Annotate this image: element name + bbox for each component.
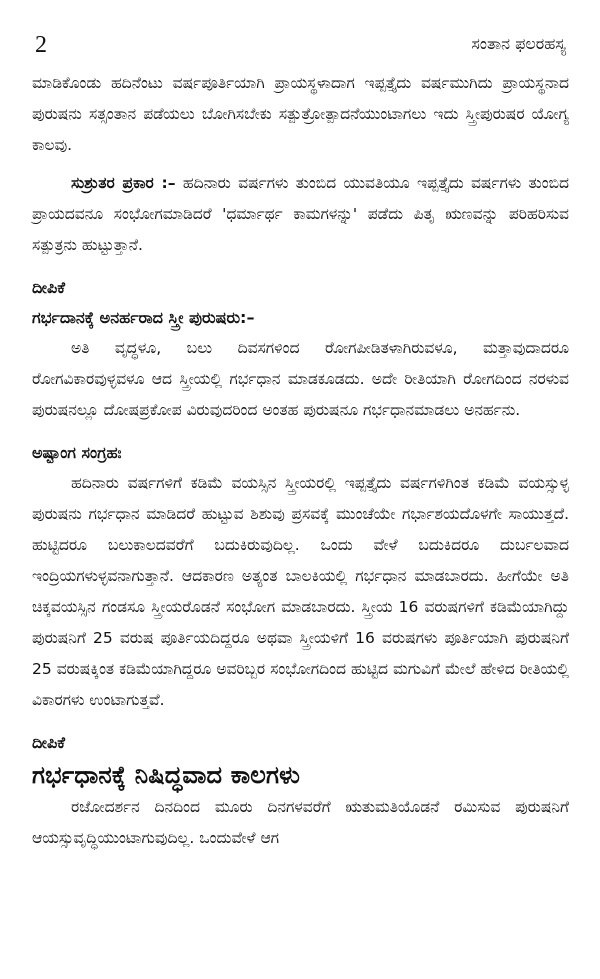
- ashtanga-sangraha-label: ಅಷ್ಟಾಂಗ ಸಂಗ್ರಹಃ: [32, 443, 122, 462]
- paragraph-ashtanga: ಹದಿನಾರು ವರ್ಷಗಳಿಗೆ ಕಡಿಮೆ ವಯಸ್ಸಿನ ಸ್ತ್ರೀಯರಲ್ಲಿ ಇಪ್ಪತ್ತೈದು ವರ್ಷಗಳಿಗಿಂತ ಕಡಿಮೆ ವಯಸ್ಸುಳ್ಳ ಪುರುಷನು ಗರ್ಭಧಾನ ಮಾಡಿದರೆ ಹುಟ್ಟುವ ಶಿಶುವು ಪ್ರಸವಕ್ಕೆ ಮುಂಚೆಯೇ ಗರ್ಭಾಶಯದೊಳಗೇ ಸಾಯುತ್ತದೆ. ಹುಟ್ಟಿದರೂ ಬಲುಕಾಲದವರೆಗೆ ಬದುಕಿರುವುದಿಲ್ಲ. ಒಂದು ವೇಳೆ ಬದುಕಿದರೂ ದುರ್ಬಲವಾದ ಇಂದ್ರಿಯಗಳುಳ್ಳವನಾಗುತ್ತಾನೆ. ಆದಕಾರಣ ಅತ್ಯಂತ ಬಾಲಕಿಯಲ್ಲಿ ಗರ್ಭಧಾನ ಮಾಡಬಾರದು. ಹೀಗೆಯೇ ಅತಿ ಚಿಕ್ಕವಯಸ್ಸಿನ ಗಂಡಸೂ ಸ್ತ್ರೀಯರೊಡನೆ ಸಂಭೋಗ ಮಾಡಬಾರದು. ಸ್ತ್ರೀಯ 16 ವರುಷಗಳಿಗೆ ಕಡಿಮೆಯಾಗಿದ್ದು ಪುರುಷನಿಗೆ 25 ವರುಷ ಪೂರ್ತಿಯದಿದ್ದರೂ ಅಥವಾ ಸ್ತ್ರೀಯಳಿಗೆ 16 ವರುಷಗಳು ಪೂರ್ತಿಯಾಗಿ ಪುರುಷನಿಗೆ 25 ವರುಷಕ್ಕಿಂತ ಕಡಿಮೆಯಾಗಿದ್ದರೂ ಅವರಿಬ್ಬರ ಸಂಭೋಗದಿಂದ ಹುಟ್ಟಿದ ಮಗುವಿಗೆ ಮೇಲೆ ಹೇಳಿದ ರೀತಿಯಲ್ಲಿ ವಿಕಾರಗಳು ಉಂಟಾಗುತ್ತವೆ.: [32, 474, 569, 709]
- dipike-label-1: ದೀಪಿಕೆ: [32, 278, 66, 297]
- spacer: [32, 426, 569, 438]
- spacer: [32, 261, 569, 273]
- section-heading-ineligible: ಗರ್ಭದಾನಕ್ಕೆ ಅನರ್ಹರಾದ ಸ್ತ್ರೀ ಪುರುಷರು:–: [32, 308, 255, 327]
- section-heading-prohibited-times: ಗರ್ಭಧಾನಕ್ಕೆ ನಿಷಿದ್ಧವಾದ ಕಾಲಗಳು: [32, 761, 301, 789]
- paragraph-ineligible: ಅತಿ ವೃದ್ಧಳೂ, ಬಲು ದಿವಸಗಳಿಂದ ರೋಗಪೀಡಿತಳಾಗಿರುವಳೂ, ಮತ್ತಾವುದಾದರೂ ರೋಗವಿಕಾರವುಳ್ಳವಳೂ ಆದ ಸ್ತ್ರೀಯಲ್ಲಿ ಗರ್ಭಧಾನ ಮಾಡಕೂಡದು. ಅದೇ ರೀತಿಯಾಗಿ ರೋಗದಿಂದ ನರಳುವ ಪುರುಷನಲ್ಲೂ ದೋಷಪ್ರಕೋಪ ವಿರುವುದರಿಂದ ಅಂತಹ ಪುರುಷನೂ ಗರ್ಭಧಾನಮಾಡಲು ಅನರ್ಹನು.: [32, 339, 569, 419]
- paragraph-prohibited-times: ರಜೋದರ್ಶನ ದಿನದಿಂದ ಮೂರು ದಿನಗಳವರೆಗೆ ಋತುಮತಿಯೊಡನೆ ರಮಿಸುವ ಪುರುಷನಿಗೆ ಆಯಸ್ಸುವೃದ್ಧಿಯುಂಟಾಗುವುದಿಲ್ಲ. ಒಂದುವೇಳೆ ಆಗ: [32, 798, 569, 847]
- page-header: [32, 20, 569, 68]
- paragraph-intro: ಮಾಡಿಕೊಂಡು ಹದಿನೆಂಟು ವರ್ಷಪೂರ್ತಿಯಾಗಿ ಪ್ರಾಯಸ್ಥಳಾದಾಗ ಇಪ್ಪತ್ತೈದು ವರ್ಷಮುಗಿದು ಪ್ರಾಯಸ್ಥನಾದ ಪುರುಷನು ಸತ್ಸಂತಾನ ಪಡೆಯಲು ಬೋಗಿಸಬೇಕು ಸತ್ಪುತ್ರೋತ್ಪಾದನೆಯುಂಟಾಗಲು ಇದು ಸ್ತ್ರೀಪುರುಷರ ಯೋಗ್ಯ ಕಾಲವು.: [32, 74, 569, 154]
- spacer: [32, 716, 569, 728]
- dipike-label-2: ದೀಪಿಕೆ: [32, 733, 66, 752]
- paragraph-susruta: [32, 168, 569, 261]
- susruta-label: ಸುಶ್ರುತರ ಪ್ರಕಾರ :–: [71, 174, 176, 192]
- running-title: ಸಂತಾನ ಫಲರಹಸ್ಯ: [471, 34, 566, 53]
- spacer: [32, 161, 569, 168]
- page-number: 2: [35, 32, 47, 58]
- susruta-text: ಹದಿನಾರು ವರ್ಷಗಳು ತುಂಬಿದ ಯುವತಿಯೂ ಇಪ್ಪತ್ತೈದು ವರ್ಷಗಳು ತುಂಬಿದ ಪ್ರಾಯದವನೂ ಸಂಭೋಗಮಾಡಿದರೆ 'ಧರ್ಮಾರ್ಥ ಕಾಮಗಳನ್ನು' ಪಡೆದು ಪಿತೃ ಋಣವನ್ನು ಪರಿಹರಿಸುವ ಸತ್ಪುತ್ರನು ಹುಟ್ಟುತ್ತಾನೆ.: [32, 174, 569, 254]
